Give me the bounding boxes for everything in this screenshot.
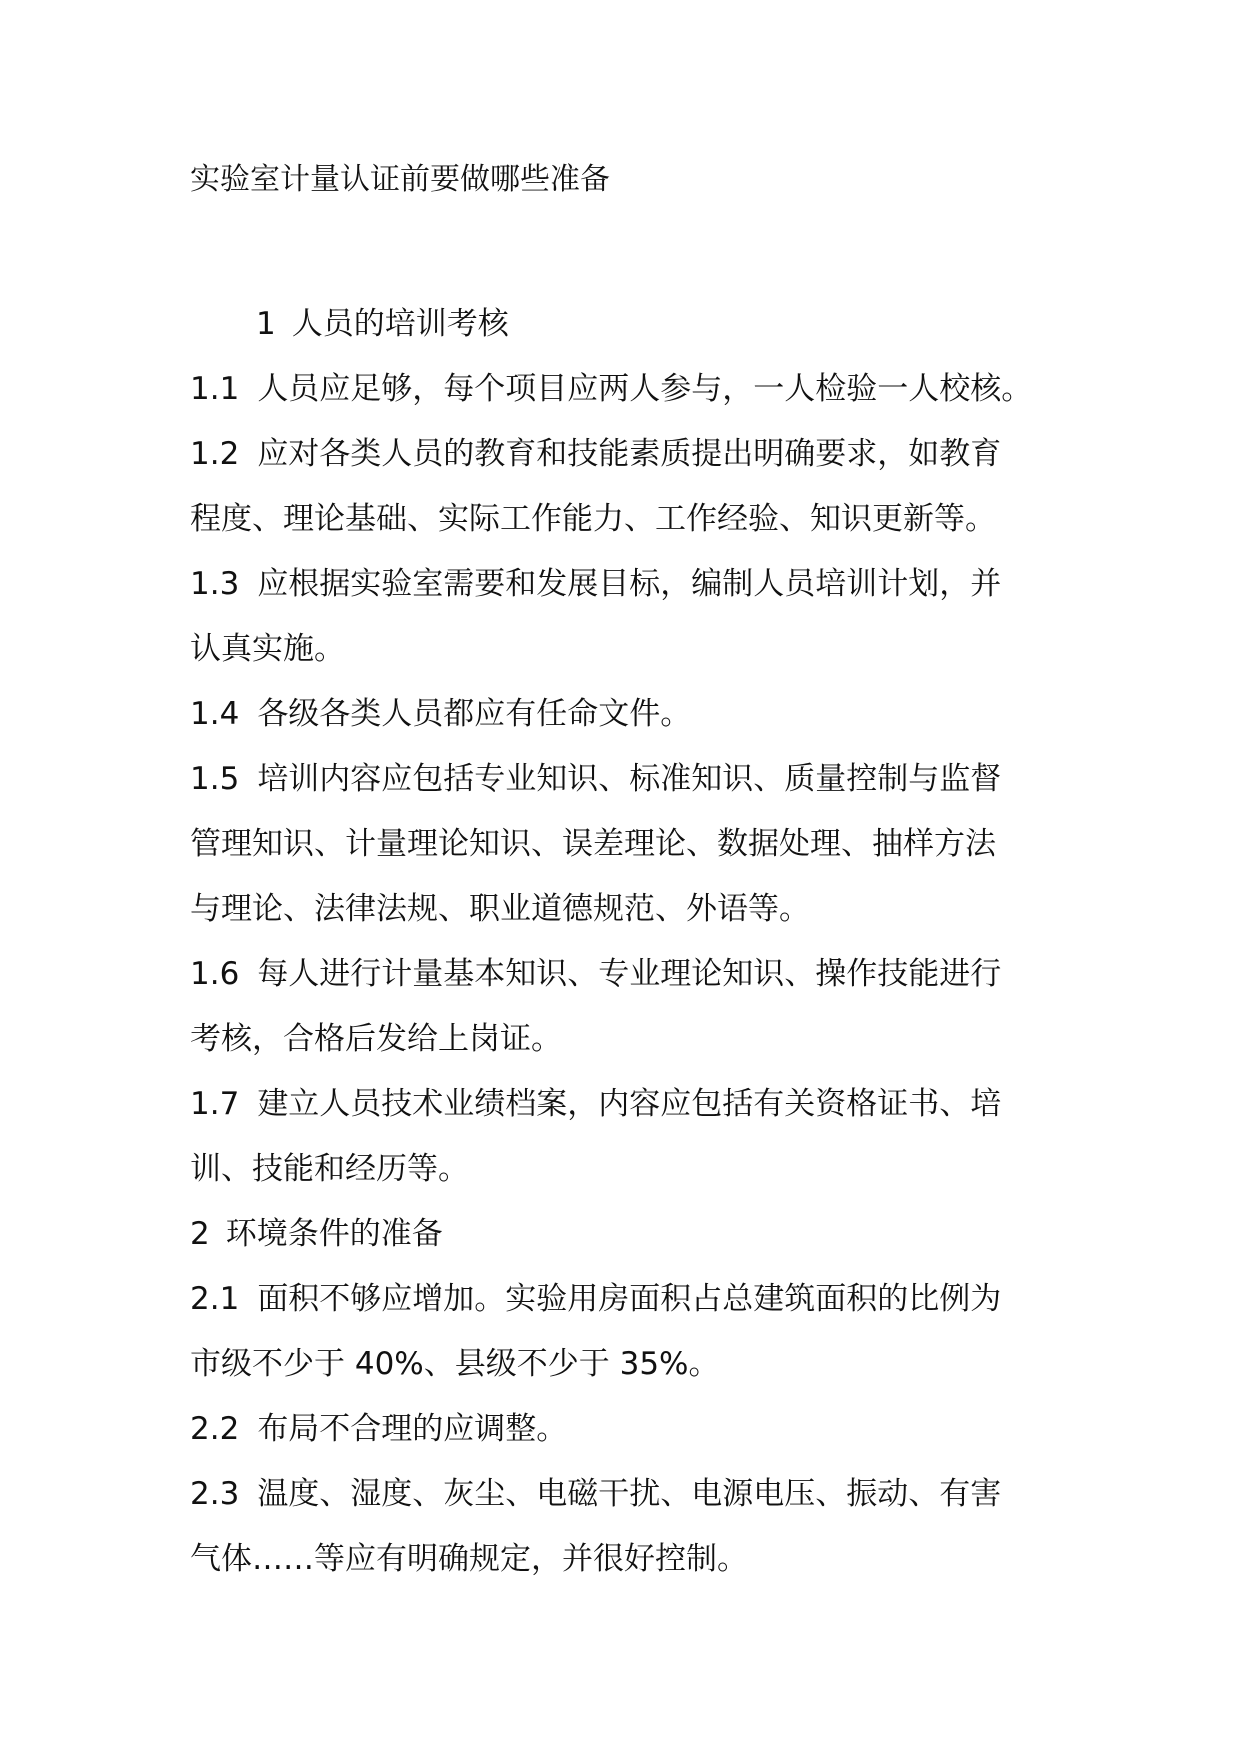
item-text: 温度、湿度、灰尘、电磁干扰、电源电压、振动、有害: [257, 1476, 1002, 1512]
section-heading-2: [190, 1202, 1070, 1267]
item-text: 认真实施。: [190, 631, 345, 667]
document-body: [190, 292, 1070, 1592]
item-text: 考核，合格后发给上岗证。: [190, 1021, 562, 1057]
item-number: 1.1: [190, 371, 240, 407]
paragraph-line: [190, 1462, 1070, 1527]
paragraph-line: [190, 1397, 1070, 1462]
item-text: 管理知识、计量理论知识、误差理论、数据处理、抽样方法: [190, 826, 996, 862]
item-text: 建立人员技术业绩档案，内容应包括有关资格证书、培: [257, 1086, 1002, 1122]
item-number: 2.3: [190, 1476, 240, 1512]
item-text: 应对各类人员的教育和技能素质提出明确要求，如教育: [257, 436, 1002, 472]
paragraph-line: [190, 617, 1070, 682]
paragraph-line: [190, 552, 1070, 617]
item-number: 2.1: [190, 1281, 240, 1317]
paragraph-line: [190, 682, 1070, 747]
item-text: 市级不少于 40%、县级不少于 35%。: [190, 1346, 720, 1382]
section-heading-1: [190, 292, 1070, 357]
document-title: 实验室计量认证前要做哪些准备: [190, 162, 610, 197]
item-text: 各级各类人员都应有任命文件。: [257, 696, 692, 732]
item-text: 与理论、法律法规、职业道德规范、外语等。: [190, 891, 810, 927]
paragraph-line: [190, 812, 1070, 877]
item-number: 1.5: [190, 761, 240, 797]
section-number: 1: [256, 306, 276, 342]
paragraph-line: [190, 942, 1070, 1007]
paragraph-line: [190, 1072, 1070, 1137]
item-text: 应根据实验室需要和发展目标，编制人员培训计划，并: [257, 566, 1002, 602]
item-text: 程度、理论基础、实际工作能力、工作经验、知识更新等。: [190, 501, 996, 537]
paragraph-line: [190, 877, 1070, 942]
paragraph-line: [190, 357, 1070, 422]
paragraph-line: [190, 422, 1070, 487]
section-heading-text: 人员的培训考核: [291, 306, 509, 342]
item-text: 面积不够应增加。实验用房面积占总建筑面积的比例为: [257, 1281, 1002, 1317]
paragraph-line: [190, 1527, 1070, 1592]
item-text: 人员应足够，每个项目应两人参与，一人检验一人校核。: [257, 371, 1033, 407]
item-text: 每人进行计量基本知识、专业理论知识、操作技能进行: [257, 956, 1002, 992]
paragraph-line: [190, 1267, 1070, 1332]
paragraph-line: [190, 487, 1070, 552]
item-number: 1.3: [190, 566, 240, 602]
item-number: 1.7: [190, 1086, 240, 1122]
item-number: 1.6: [190, 956, 240, 992]
item-text: 布局不合理的应调整。: [257, 1411, 568, 1447]
item-text: 训、技能和经历等。: [190, 1151, 469, 1187]
item-text: 气体……等应有明确规定，并很好控制。: [190, 1541, 748, 1577]
paragraph-line: [190, 747, 1070, 812]
item-number: 2.2: [190, 1411, 240, 1447]
paragraph-line: [190, 1332, 1070, 1397]
section-heading-text: 环境条件的准备: [225, 1216, 443, 1252]
paragraph-line: [190, 1137, 1070, 1202]
item-number: 1.2: [190, 436, 240, 472]
section-number: 2: [190, 1216, 210, 1252]
paragraph-line: [190, 1007, 1070, 1072]
item-text: 培训内容应包括专业知识、标准知识、质量控制与监督: [257, 761, 1002, 797]
item-number: 1.4: [190, 696, 240, 732]
